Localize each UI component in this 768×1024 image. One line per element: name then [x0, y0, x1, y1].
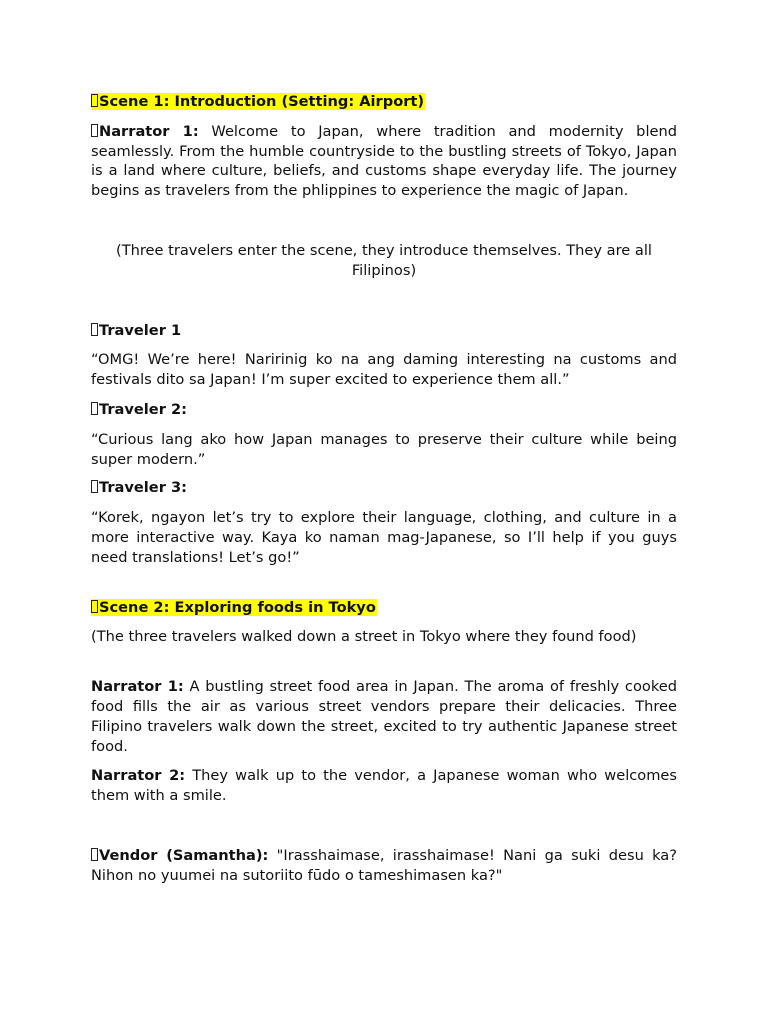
scene2-direction: (The three travelers walked down a street in Tokyo where they found food): [91, 628, 637, 646]
traveler3-heading: [91, 478, 677, 498]
missing-glyph-icon: [91, 94, 98, 107]
scene1-heading-text: Scene 1: Introduction (Setting: Airport): [99, 93, 425, 110]
scene1-heading-line: [91, 92, 677, 112]
narrator-intro-paragraph: [91, 122, 677, 201]
narrator2-scene2-text: They walk up to the vendor, a Japanese woman who welcomes them with a smile.: [91, 767, 677, 805]
traveler1-heading: [91, 321, 677, 341]
vendor-text: "Irasshaimase, irasshaimase! Nani ga suki desu ka? Nihon no yuumei na sutoriito fūdo o tameshimasen ka?": [91, 846, 677, 884]
scene2-heading-line: [91, 598, 677, 618]
traveler1-speaker: Traveler 1: [99, 321, 182, 339]
vendor-paragraph: [91, 846, 677, 886]
narrator1-scene2-text: A bustling street food area in Japan. The aroma of freshly cooked food fills the air as various street vendors prepare their delicacies. Three Filipino travelers walk down the street, excited to try authentic Japanese street food.: [91, 678, 677, 755]
stage-direction-1: (Three travelers enter the scene, they introduce themselves. They are all Filipinos): [116, 241, 652, 279]
traveler3-speaker: Traveler 3:: [99, 479, 187, 497]
narrator-intro-text: Welcome to Japan, where tradition and modernity blend seamlessly. From the humble countryside to the bustling streets of Tokyo, Japan is a land where culture, beliefs, and customs shape everyday life. The journey begins as travelers from the phlippines to experience the magic of Japan.: [91, 122, 677, 200]
traveler3-line: “Korek, ngayon let’s try to explore their language, clothing, and culture in a more interactive way. Kaya ko naman mag-Japanese, so I’ll help if you guys need translations! Let’s go!”: [91, 509, 677, 566]
document-page: [91, 90, 677, 886]
narrator-intro-speaker: Narrator 1:: [99, 122, 199, 140]
traveler1-line: “OMG! We’re here! Naririnig ko na ang daming interesting na customs and festivals dito sa Japan! I’m super excited to experience them all.”: [91, 351, 677, 389]
missing-glyph-icon: [91, 402, 98, 415]
traveler2-speaker: Traveler 2:: [99, 400, 187, 418]
missing-glyph-icon: [91, 124, 98, 137]
missing-glyph-icon: [91, 480, 98, 493]
narrator1-scene2-paragraph: [91, 677, 677, 756]
scene2-heading: [91, 599, 377, 616]
narrator2-scene2-paragraph: [91, 766, 677, 806]
missing-glyph-icon: [91, 848, 98, 861]
missing-glyph-icon: [91, 323, 98, 336]
vendor-speaker: Vendor (Samantha):: [99, 846, 269, 864]
traveler2-heading: [91, 400, 677, 420]
narrator1-scene2-speaker: Narrator 1:: [91, 678, 184, 696]
scene2-heading-text: Scene 2: Exploring foods in Tokyo: [99, 598, 376, 616]
missing-glyph-icon: [91, 600, 98, 613]
traveler2-line: “Curious lang ako how Japan manages to preserve their culture while being super modern.”: [91, 430, 677, 468]
narrator2-scene2-speaker: Narrator 2:: [91, 767, 186, 785]
scene1-heading: [91, 93, 425, 110]
